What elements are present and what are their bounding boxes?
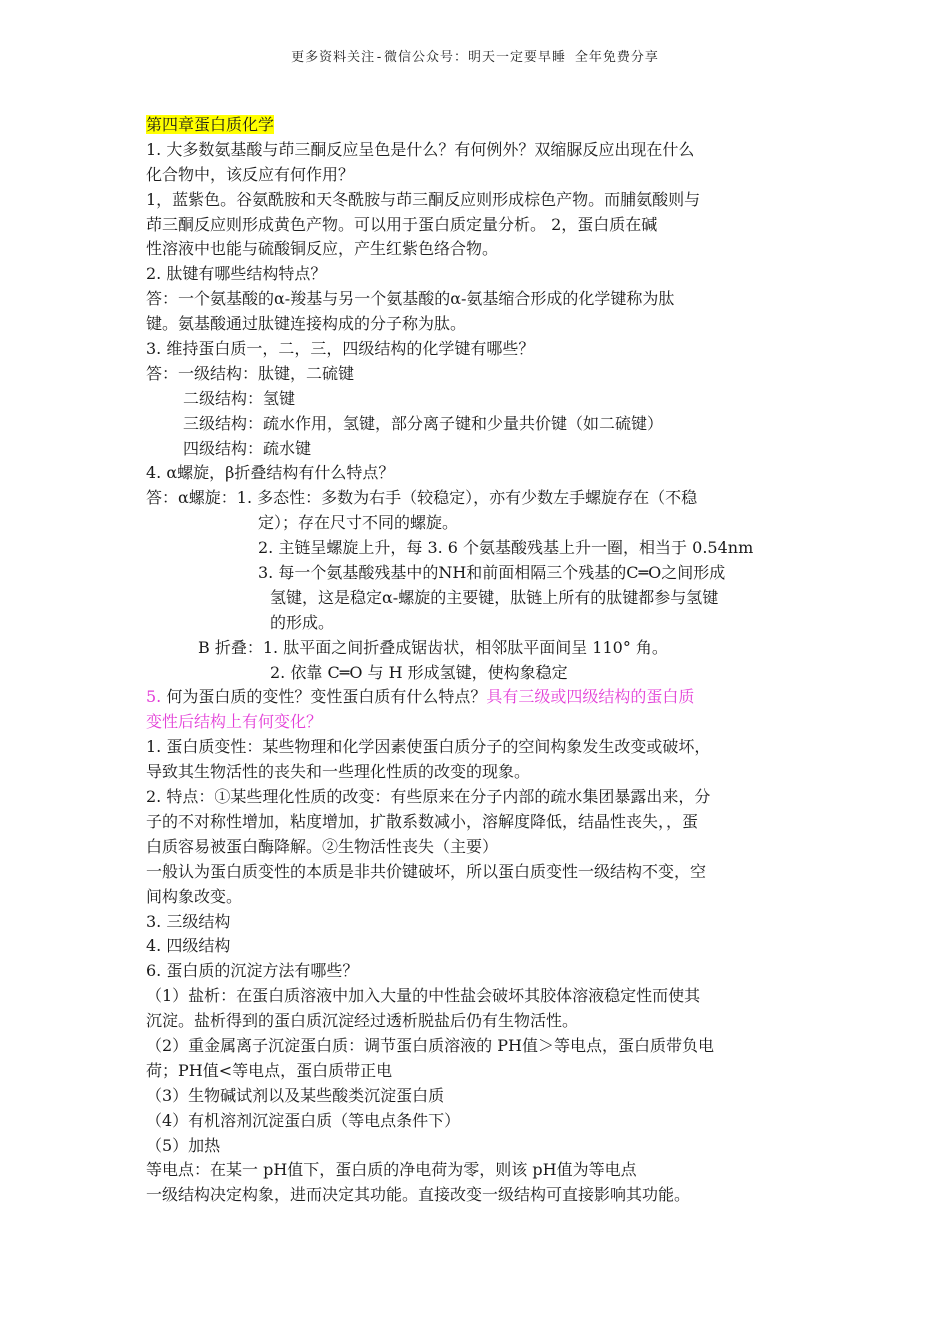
text-line (146, 685, 810, 710)
line-text: 茚三酮反应则形成黄色产物。可以用于蛋白质定量分析。 2，蛋白质在碱 (146, 214, 658, 234)
line-text: 的形成。 (270, 612, 335, 632)
line-text: 变性后结构上有何变化？ (146, 712, 323, 732)
text-line (146, 1084, 810, 1109)
line-text: 3. 三级结构 (146, 911, 231, 931)
text-line (146, 810, 810, 835)
line-text: 3. 每一个氨基酸残基中的NH和前面相隔三个残基的C═O之间形成 (258, 563, 726, 583)
line-text: 一般认为蛋白质变性的本质是非共价键破坏，所以蛋白质变性一级结构不变，空 (146, 861, 707, 881)
text-line (146, 437, 810, 462)
line-text: 等电点：在某一 pH值下，蛋白质的净电荷为零，则该 pH值为等电点 (146, 1160, 637, 1180)
text-line (146, 188, 810, 213)
page-header: 更多资料关注-微信公众号：明天一定要早睡 全年免费分享 (291, 50, 659, 65)
text-line (146, 262, 810, 287)
text-line (146, 213, 810, 238)
text-line (146, 287, 810, 312)
text-line (146, 611, 810, 636)
text-line (146, 785, 810, 810)
line-text: 化合物中，该反应有何作用？ (146, 164, 355, 184)
line-text: 沉淀。盐析得到的蛋白质沉淀经过透析脱盐后仍有生物活性。 (146, 1011, 579, 1031)
line-text: 白质容易被蛋白酶降解。②生物活性丧失（主要） (146, 836, 499, 856)
text-line (146, 138, 810, 163)
line-text: 间构象改变。 (146, 886, 243, 906)
text-line (146, 511, 810, 536)
line-text: 答：一级结构：肽键，二硫键 (146, 363, 355, 383)
text-line (146, 586, 810, 611)
line-text: （3）生物碱试剂以及某些酸类沉淀蛋白质 (146, 1085, 445, 1105)
line-text: 二级结构：氢键 (183, 388, 296, 408)
text-line (146, 835, 810, 860)
line-text: 2. 肽键有哪些结构特点？ (146, 264, 327, 284)
line-text: 子的不对称性增加，粘度增加，扩散系数减小，溶解度降低，结晶性丧失，，蛋 (146, 811, 699, 831)
text-line (146, 486, 810, 511)
line-text: 1. 大多数氨基酸与茚三酮反应呈色是什么？有何例外？双缩脲反应出现在什么 (146, 139, 695, 159)
text-line (146, 362, 810, 387)
line-text: Β 折叠：1. 肽平面之间折叠成锯齿状，相邻肽平面间呈 110° 角。 (198, 637, 668, 657)
line-text: 1. 蛋白质变性：某些物理和化学因素使蛋白质分子的空间构象发生改变或破坏， (146, 737, 711, 757)
text-line (146, 461, 810, 486)
line-text: 导致其生物活性的丧失和一些理化性质的改变的现象。 (146, 762, 531, 782)
line-text: 答：α螺旋：1. 多态性：多数为右手（较稳定），亦有少数左手螺旋存在（不稳 (146, 488, 698, 508)
line-text: 四级结构：疏水键 (183, 438, 312, 458)
text-line (146, 934, 810, 959)
text-line (146, 910, 810, 935)
text-line (146, 561, 810, 586)
line-text: 一级结构决定构象，进而决定其功能。直接改变一级结构可直接影响其功能。 (146, 1185, 691, 1205)
line-text: 5. 何为蛋白质的变性？变性蛋白质有什么特点？具有三级或四级结构的蛋白质 (146, 687, 695, 707)
line-text: 氢键，这是稳定α-螺旋的主要键，肽链上所有的肽键都参与氢键 (270, 587, 719, 607)
line-text: 键。氨基酸通过肽键连接构成的分子称为肽。 (146, 314, 467, 334)
text-line (146, 959, 810, 984)
line-text: 性溶液中也能与硫酸铜反应，产生红紫色络合物。 (146, 239, 499, 259)
text-line (146, 735, 810, 760)
text-line (146, 337, 810, 362)
line-text: 2. 特点：①某些理化性质的改变：有些原来在分子内部的疏水集团暴露出来，分 (146, 787, 711, 807)
text-line (146, 536, 810, 561)
text-line (146, 1134, 810, 1159)
text-line (146, 1158, 810, 1183)
line-text: （2）重金属离子沉淀蛋白质：调节蛋白质溶液的 PH值＞等电点，蛋白质带负电 (146, 1035, 714, 1055)
line-text: 4. α螺旋，β折叠结构有什么特点？ (146, 463, 395, 483)
text-line (146, 984, 810, 1009)
text-line (146, 1109, 810, 1134)
chapter-title: 第四章蛋白质化学 (146, 115, 275, 134)
text-line (146, 163, 810, 188)
line-text: 4. 四级结构 (146, 936, 231, 956)
text-line (146, 760, 810, 785)
text-line (146, 113, 810, 138)
line-text: 答：一个氨基酸的α-羧基与另一个氨基酸的α-氨基缩合形成的化学键称为肽 (146, 289, 675, 309)
line-text: （1）盐析：在蛋白质溶液中加入大量的中性盐会破坏其胶体溶液稳定性而使其 (146, 986, 701, 1006)
text-line (146, 387, 810, 412)
text-line (146, 885, 810, 910)
text-line (146, 710, 810, 735)
text-line (146, 1183, 810, 1208)
line-text: 2. 主链呈螺旋上升，每 3. 6 个氨基酸残基上升一圈，相当于 0.54nm (258, 538, 754, 558)
line-text: 3. 维持蛋白质一，二，三，四级结构的化学键有哪些？ (146, 339, 535, 359)
text-line (146, 636, 810, 661)
text-line (146, 860, 810, 885)
line-text: 2. 依靠 C═O 与 H 形成氢键，使构象稳定 (270, 662, 568, 682)
text-line (146, 237, 810, 262)
text-line (146, 312, 810, 337)
line-text: 1，蓝紫色。谷氨酰胺和天冬酰胺与茚三酮反应则形成棕色产物。而脯氨酸则与 (146, 189, 701, 209)
text-line (146, 661, 810, 686)
line-text: 荷；PH值<等电点，蛋白质带正电 (146, 1060, 393, 1080)
text-line (146, 1009, 810, 1034)
text-line (146, 1059, 810, 1084)
line-text: 6. 蛋白质的沉淀方法有哪些？ (146, 961, 359, 981)
line-text: （4）有机溶剂沉淀蛋白质（等电点条件下） (146, 1110, 461, 1130)
line-text: （5）加热 (146, 1135, 221, 1155)
text-line (146, 1034, 810, 1059)
text-line (146, 412, 810, 437)
document-body (146, 113, 810, 1208)
line-text: 定）；存在尺寸不同的螺旋。 (258, 513, 459, 533)
line-text: 三级结构：疏水作用，氢键，部分离子键和少量共价键（如二硫键） (183, 413, 664, 433)
